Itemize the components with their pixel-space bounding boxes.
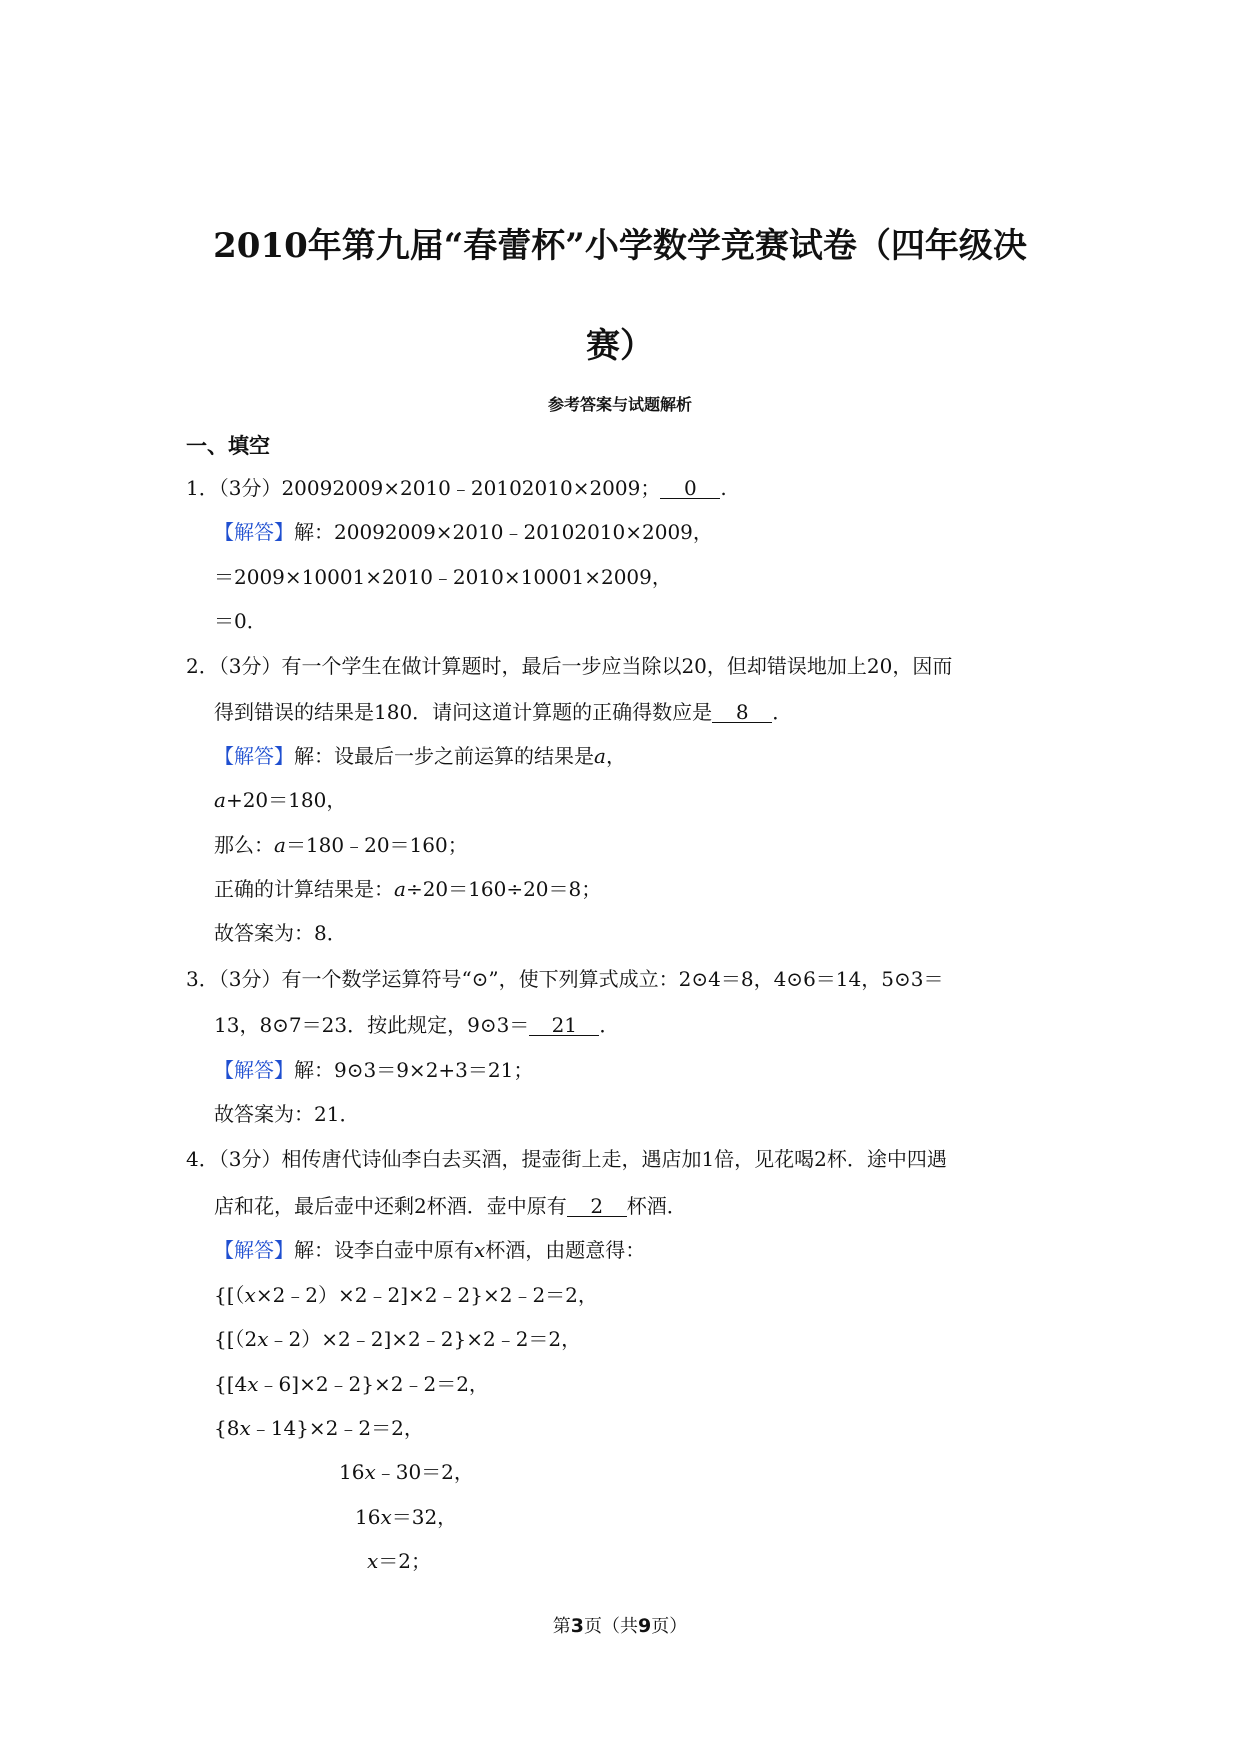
answer-tag: 【解答】 (214, 520, 294, 544)
question-2: 2．（3分）有一个学生在做计算题时，最后一步应当除以20，但却错误地加上20，因而 (186, 654, 953, 678)
q4-eq-2: {[（2x﹣2）×2﹣2]×2﹣2}×2﹣2＝2， (214, 1327, 582, 1351)
q4-eq-5: 16x﹣30＝2， (339, 1460, 474, 1484)
q4-solution: 【解答】解：设李白壶中原有x杯酒，由题意得： (214, 1238, 646, 1262)
question-1: 1．（3分）20092009×2010﹣20102010×2009； 0 . (186, 476, 727, 500)
answer-tag: 【解答】 (214, 1058, 294, 1082)
q4-eq-4: {8x﹣14}×2﹣2＝2， (214, 1416, 424, 1440)
page-total: 9 (638, 1615, 652, 1637)
page-title-line-2: 赛） (586, 326, 654, 366)
subtitle: 参考答案与试题解析 (547, 395, 692, 414)
q4-eq-3: {[4x﹣6]×2﹣2}×2﹣2＝2， (214, 1372, 489, 1396)
q2-step-1: a+20＝180， (214, 788, 347, 812)
q3-step-2: 故答案为：21． (214, 1102, 360, 1126)
q4-eq-1: {[（x×2﹣2）×2﹣2]×2﹣2}×2﹣2＝2， (214, 1283, 598, 1307)
q1-step-1: ＝2009×10001×2010﹣2010×10001×2009， (214, 565, 672, 589)
q1-solution: 【解答】解：20092009×2010﹣20102010×2009， (214, 520, 713, 544)
answer-tag: 【解答】 (214, 744, 294, 768)
q4-eq-6: 16x＝32， (355, 1505, 458, 1529)
q1-step-2: ＝0． (214, 609, 267, 633)
answer-tag: 【解答】 (214, 1238, 294, 1262)
question-3-line-2: 13，8⊙7＝23．按此规定，9⊙3＝ 21 ． (214, 1013, 620, 1037)
answer-blank-1: 0 (660, 478, 720, 499)
page-number: 3 (570, 1615, 584, 1637)
section-title: 一、填空 (186, 433, 270, 458)
q4-eq-7: x＝2； (367, 1549, 432, 1573)
q2-step-3: 正确的计算结果是：a÷20＝160÷20＝8； (214, 877, 602, 901)
q2-step-4: 故答案为：8． (214, 921, 347, 945)
question-2-line-2: 得到错误的结果是180．请问这道计算题的正确得数应是 8 ． (214, 700, 793, 724)
q2-step-2: 那么：a＝180﹣20＝160； (214, 833, 468, 857)
answer-blank-4: 2 (567, 1196, 627, 1217)
page-footer: 第3页（共9页） (552, 1615, 688, 1637)
q2-solution: 【解答】解：设最后一步之前运算的结果是a， (214, 744, 626, 768)
answer-blank-2: 8 (712, 702, 772, 723)
question-4-line-2: 店和花，最后壶中还剩2杯酒．壶中原有 2 杯酒． (214, 1194, 687, 1218)
q3-solution: 【解答】解：9⊙3＝9×2+3＝21； (214, 1058, 534, 1082)
question-4: 4．（3分）相传唐代诗仙李白去买酒，提壶街上走，遇店加1倍，见花喝2杯．途中四遇 (186, 1147, 947, 1171)
answer-blank-3: 21 (529, 1015, 599, 1036)
page-title-line-1: 2010年第九届“春蕾杯”小学数学竞赛试卷（四年级决 (213, 226, 1027, 266)
question-3: 3．（3分）有一个数学运算符号“⊙”，使下列算式成立：2⊙4＝8，4⊙6＝14，5⊙3＝ (186, 967, 944, 991)
